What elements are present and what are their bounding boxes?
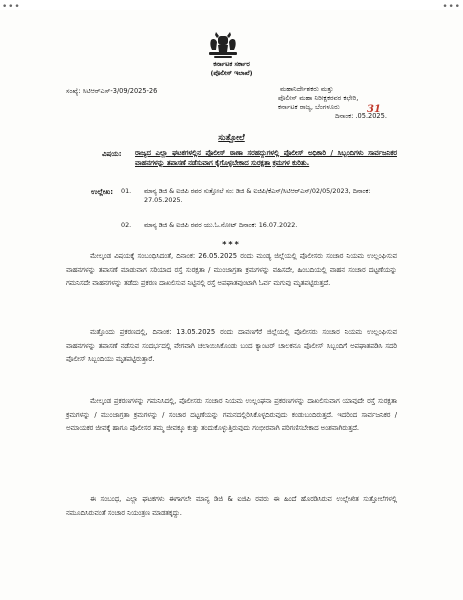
top-left-ellipsis-icon: • • • — [2, 2, 19, 12]
office-address-line-1: ಮಹಾನಿರ್ದೇಶಕರು ಮತ್ತು — [280, 85, 334, 93]
reference-item — [121, 221, 381, 241]
image-top-strip — [0, 0, 463, 10]
document-date: ದಿನಾಂಕ: .05.2025. — [335, 112, 387, 120]
government-name: ಕರ್ನಾಟಕ ಸರ್ಕಾರ — [213, 60, 250, 68]
reference-number-1: 01. — [121, 187, 132, 195]
reference-number: ಸಂಖ್ಯೆ: ಸಿಟಿಆರ್‌ಎಸ್-3/09/2025-26 — [66, 87, 158, 95]
office-address-line-2: ಪೊಲೀಸ್ ಮಹಾ ನಿರೀಕ್ಷಕರವರ ಕಛೇರಿ, — [278, 94, 359, 102]
document-title: ಸುತ್ತೋಲೆ — [218, 133, 245, 143]
department-name: (ಪೊಲೀಸ್ ಇಲಾಖೆ) — [210, 69, 253, 77]
section-separator: *** — [222, 240, 241, 249]
references-label: ಉಲ್ಲೇಖ: — [91, 188, 114, 196]
body-paragraph-4: ಈ ಸಂಬಂಧ, ಎಲ್ಲಾ ಘಟಕಗಳು ಈಗಾಗಲೇ ಮಾನ್ಯ ಡಿಜಿ & ಐಜಿಪಿ ರವರು ಈ ಹಿಂದೆ ಹೊರಡಿಸಿರುವ ಉಲ್ಲೇಖಿತ ಸುತ್ತೋಲೆಗಳಲ್ಲಿ ನಮೂದಿಸಿರುವಂತೆ ಸಂಚಾರ ನಿಯಂತ್ರಣ ಮಾಡತಕ್ಕದ್ದು. — [66, 495, 397, 517]
office-address-line-3: ಕರ್ನಾಟಕ ರಾಜ್ಯ, ಬೆಂಗಳೂರು — [278, 103, 340, 111]
reference-text-2: ಮಾನ್ಯ ಡಿಜಿ & ಐಜಿಪಿ ರವರ ಯು.ಓ.ನೋಟ್ ದಿನಾಂಕ: 16.07.2022. — [144, 221, 298, 229]
subject-text: ರಾಜ್ಯದ ಎಲ್ಲಾ ಘಟಕಗಳಲ್ಲಿನ ಪೊಲೀಸ್ ಠಾಣಾ ಸರಹದ್ದುಗಳಲ್ಲಿ ಪೊಲೀಸ್ ಅಧಿಕಾರಿ / ಸಿಬ್ಬಂದಿಗಳು ಸಾರ್ವಜನಿಕರ ವಾಹನಗಳನ್ನು ತಪಾಸಣೆ ನಡೆಸುವಾಗ ಕೈಗೊಳ್ಳಬೇಕಾದ ಸುರಕ್ಷತಾ ಕ್ರಮಗಳ ಕುರಿತು. — [135, 149, 397, 167]
top-right-ellipsis-icon: • • • — [442, 2, 459, 12]
handwritten-day: 31 — [367, 104, 381, 115]
body-paragraph-1: ಮೇಲ್ಕಂಡ ವಿಷಯಕ್ಕೆ ಸಂಬಂಧಿಸಿದಂತೆ, ದಿನಾಂಕ: 26.05.2025 ರಂದು ಮಂಡ್ಯ ಜಿಲ್ಲೆಯಲ್ಲಿ ಪೊಲೀಸರು ಸಂಚಾರ ನಿಯಮ ಉಲ್ಲಂಘಿಸುವ ವಾಹನಗಳನ್ನು ತಪಾಸಣೆ ಮಾಡುವಾಗ ಸರಿಯಾದ ರಸ್ತೆ ಸುರಕ್ಷತಾ / ಮುಂಜಾಗ್ರತಾ ಕ್ರಮಗಳನ್ನು ವಹಿಸದೇ, ಹಿಂಬದಿಯಲ್ಲಿ ವಾಹನ ಸಂಚಾರ ದಟ್ಟಣೆಯನ್ನು ಗಮನಿಸದೇ ವಾಹನಗಳನ್ನು ತಡೆದು ಪ್ರಕರಣ ದಾಖಲಿಸುವ ನಿಟ್ಟಿನಲ್ಲಿ ರಸ್ತೆ ಅಪಘಾತವುಂಟಾಗಿ ಓರ್ವ ಮಗುವು ಮೃತಪಟ್ಟಿರುತ್ತದೆ. — [66, 252, 397, 288]
body-paragraph-3: ಮೇಲ್ಕಂಡ ಪ್ರಕರಣಗಳನ್ನು ಗಮನಿಸಿದಲ್ಲಿ, ಪೊಲೀಸರು ಸಂಚಾರ ನಿಯಮ ಉಲ್ಲಂಘನಾ ಪ್ರಕರಣಗಳನ್ನು ದಾಖಲಿಸುವಾಗ ಯಾವುದೇ ರಸ್ತೆ ಸುರಕ್ಷತಾ ಕ್ರಮಗಳನ್ನು / ಮುಂಜಾಗ್ರತಾ ಕ್ರಮಗಳನ್ನು / ಸಂಚಾರ ದಟ್ಟಣೆಯನ್ನು ಗಮನದಲ್ಲಿರಿಸಿಕೊಳ್ಳದಿರುವುದು ಕಂಡುಬಂದಿರುತ್ತದೆ. ಇದರಿಂದ ಸಾರ್ವಜನಿಕರ / ಅಮಾಯಕರ ಜೀವಕ್ಕೆ ಹಾಗೂ ಪೊಲೀಸರ ತಮ್ಮ ಜೀವಕ್ಕೂ ಕುತ್ತು ತಂದುಕೊಳ್ಳುತ್ತಿರುವುದು ಗಂಭೀರವಾಗಿ ಪರಿಗಣಿಸಬೇಕಾದ ಅಂಶವಾಗಿರುತ್ತದೆ. — [66, 397, 397, 433]
reference-item — [121, 187, 381, 217]
karnataka-state-emblem-icon — [206, 30, 240, 60]
reference-number-2: 02. — [121, 221, 132, 229]
reference-text-1: ಮಾನ್ಯ ಡಿಜಿ & ಐಜಿಪಿ ರವರ ಸುತ್ತೋಲೆ ಸಂ: ಡಿಜಿ & ಐಜಿಪಿ/ಕೆಎಸ್/ಸಿಟಿಆರ್‌ಎಸ್/02/05/2023, ದಿನಾಂಕ: 27.05.2025. — [144, 187, 371, 205]
subject-label: ವಿಷಯ: — [102, 150, 122, 158]
body-paragraph-2: ಮತ್ತೊಂದು ಪ್ರಕರಣದಲ್ಲಿ, ದಿನಾಂಕ: 13.05.2025 ರಂದು ದಾವಣಗೆರೆ ಜಿಲ್ಲೆಯಲ್ಲಿ ಪೊಲೀಸರು ಸಂಚಾರ ನಿಯಮ ಉಲ್ಲಂಘಿಸುವ ವಾಹನಗಳನ್ನು ತಪಾಸಣೆ ನಡೆಸುವ ಸಂದರ್ಭದಲ್ಲಿ ವೇಗವಾಗಿ ಚಲಾಯಿಸಿಕೊಂಡು ಬಂದ ಕ್ಯಾಂಟರ್ ಚಾಲಕನೂ ಪೊಲೀಸ್ ಸಿಬ್ಬಂದಿಗೆ ಅಪಘಾತಪಡಿಸಿ ಸದರಿ ಪೊಲೀಸ್ ಸಿಬ್ಬಂದಿಯು ಮೃತಪಟ್ಟಿರುತ್ತಾರೆ. — [66, 328, 397, 364]
